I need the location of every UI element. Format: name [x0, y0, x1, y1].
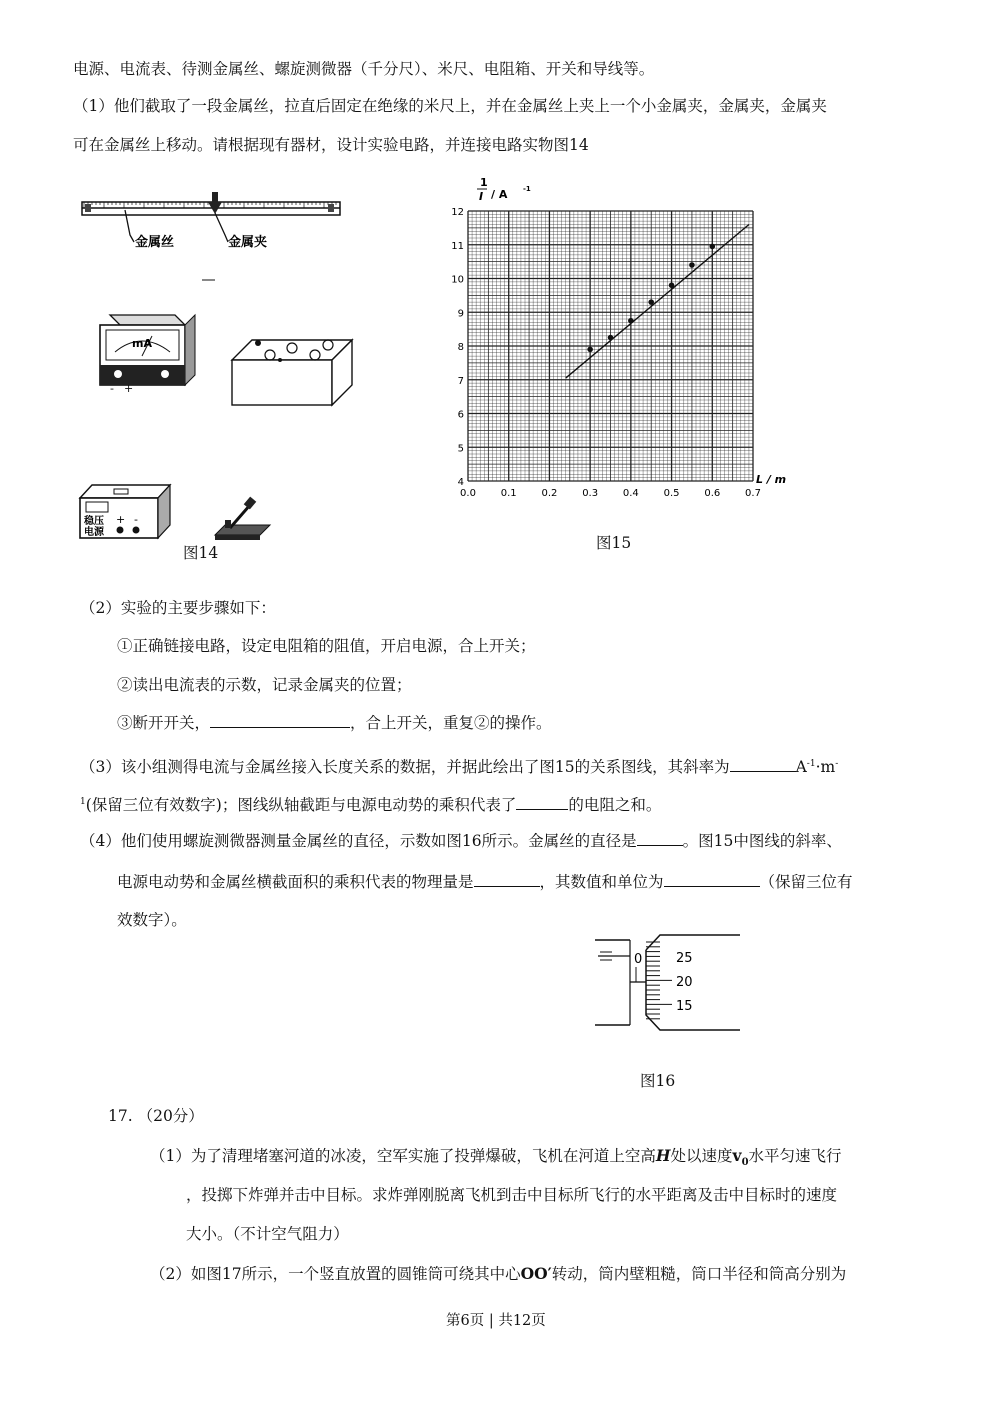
- q1-line2: 可在金属丝上移动。请根据现有器材，设计实验电路，并连接电路实物图14: [73, 136, 589, 154]
- answer-blank-resistance: [516, 795, 568, 810]
- q2-step3: [117, 713, 552, 733]
- answer-blank-step3: [210, 713, 350, 728]
- y-axis-label-exponent: -1: [523, 185, 531, 193]
- answer-blank-diameter: [637, 831, 683, 846]
- q3-unit-a: A: [795, 758, 807, 777]
- q4-line3: 效数字）。: [117, 911, 187, 929]
- q17-symbol-v-sub: 0: [741, 1157, 749, 1169]
- x-tick-label: 0.2: [541, 488, 558, 499]
- q4-line2-suffix: （保留三位有: [759, 873, 853, 891]
- q17-p2-line1: [150, 1264, 846, 1284]
- q3-line2-suffix: 的电阻之和。: [568, 796, 662, 815]
- q3-unit-exp2: -: [835, 759, 839, 769]
- q17-p1-line1: [150, 1146, 842, 1173]
- supply-label-bottom: 电源: [84, 527, 104, 538]
- data-point: [608, 335, 614, 341]
- micrometer-tick-25: 25: [676, 951, 693, 966]
- y-tick-label: 7: [457, 375, 464, 387]
- q17-p2-text-b: 转动，筒内壁粗糙，筒口半径和筒高分别为: [551, 1265, 847, 1283]
- x-tick-label: 0.4: [622, 488, 639, 499]
- y-tick-label: 4: [457, 477, 464, 488]
- answer-blank-value: [664, 872, 760, 887]
- y-axis-label: [477, 176, 531, 203]
- y-tick-label: 12: [451, 207, 464, 218]
- q17-heading: 17. （20分）: [108, 1107, 204, 1125]
- switch-icon: [215, 497, 270, 540]
- y-axis-label-numerator: 1: [480, 176, 488, 189]
- y-tick-label: 6: [457, 409, 464, 421]
- x-axis-label: L / m: [756, 473, 787, 486]
- milliammeter-icon: [100, 315, 195, 395]
- x-tick-label: 0.6: [704, 488, 721, 499]
- data-point: [689, 262, 695, 268]
- q3-line1-text: （3）该小组测得电流与金属丝接入长度关系的数据，并据此绘出了图15的关系图线，其斜率为: [80, 758, 730, 777]
- q2-step2: ②读出电流表的示数，记录金属夹的位置；: [117, 676, 412, 694]
- q17-p1-line3: 大小。（不计空气阻力）: [186, 1225, 349, 1243]
- intro-line: 电源、电流表、待测金属丝、螺旋测微器（千分尺）、米尺、电阻箱、开关和导线等。: [73, 60, 655, 78]
- meter-minus-label: -: [110, 382, 114, 395]
- q1-line1: （1）他们截取了一段金属丝，拉直后固定在绝缘的米尺上，并在金属丝上夹上一个小金属夹，金属夹，金属夹: [73, 97, 827, 115]
- fit-line: [566, 225, 749, 379]
- x-tick-label: 0.1: [500, 488, 517, 499]
- q3-line1: [80, 754, 838, 777]
- q17-p1-line2: ，投掷下炸弹并击中目标。求炸弹刚脱离飞机到击中目标所飞行的水平距离及击中目标时的速度: [186, 1186, 838, 1204]
- q17-symbol-h: H: [655, 1146, 671, 1165]
- q3-unit-exp1: -1: [806, 759, 816, 769]
- figure-14-caption: 图14: [183, 544, 219, 562]
- power-supply-icon: [80, 485, 170, 538]
- y-tick-label: 5: [457, 443, 464, 455]
- y-axis-label-unit: / A: [491, 188, 508, 201]
- micrometer-tick-15: 15: [676, 999, 693, 1014]
- q17-symbol-oo: OO′: [520, 1264, 552, 1283]
- x-tick-label: 0.7: [745, 488, 761, 499]
- figure-15-caption: 图15: [596, 534, 632, 552]
- label-metal-wire: 金属丝: [135, 235, 175, 250]
- data-point: [669, 282, 675, 288]
- q17-p1-text-b: 处以速度: [670, 1147, 733, 1165]
- q3-line2-text: (保留三位有效数字)；图线纵轴截距与电源电动势的乘积代表了: [85, 796, 517, 815]
- y-tick-label: 11: [451, 240, 464, 252]
- label-metal-clip: 金属夹: [228, 235, 268, 250]
- q3-unit-exp3: 1: [80, 797, 86, 807]
- q2-title: （2）实验的主要步骤如下：: [80, 599, 276, 617]
- q3-line2: [80, 792, 661, 815]
- supply-minus-label: -: [134, 513, 138, 526]
- answer-blank-slope: [730, 757, 796, 772]
- y-tick-label: 9: [457, 308, 464, 320]
- q17-symbol-v: v: [732, 1146, 742, 1165]
- q4-line2-mid: ，其数值和单位为: [539, 873, 664, 891]
- q17-p1-text-c: 水平匀速飞行: [748, 1147, 842, 1165]
- q2-step3-prefix: ③断开开关，: [117, 714, 211, 732]
- q4-line1-text: （4）他们使用螺旋测微器测量金属丝的直径，示数如图16所示。金属丝的直径是: [80, 832, 637, 850]
- data-point: [709, 244, 715, 250]
- q4-line1: [80, 831, 842, 851]
- micrometer-tick-20: 20: [676, 975, 693, 990]
- meter-unit-label: mA: [132, 337, 152, 350]
- page-footer: 第6页 | 共12页: [446, 1313, 546, 1329]
- resistance-box-icon: [232, 340, 352, 405]
- q4-line2-text: 电源电动势和金属丝横截面积的乘积代表的物理量是: [117, 873, 474, 891]
- answer-blank-quantity: [474, 872, 540, 887]
- micrometer-zero-label: 0: [634, 952, 643, 967]
- figure-16-caption: 图16: [640, 1072, 676, 1090]
- data-point: [587, 347, 593, 353]
- q2-step3-suffix: ，合上开关，重复②的操作。: [350, 714, 552, 732]
- x-tick-label: 0.0: [460, 488, 476, 499]
- supply-plus-label: +: [116, 513, 126, 526]
- meter-plus-label: +: [124, 382, 134, 395]
- q3-unit-m: ·m: [815, 758, 836, 777]
- q17-p1-text-a: （1）为了清理堵塞河道的冰凌，空军实施了投弹爆破，飞机在河道上空高: [150, 1147, 656, 1165]
- data-point: [648, 299, 654, 305]
- q2-step1: ①正确链接电路，设定电阻箱的阻值，开启电源，合上开关；: [117, 637, 536, 655]
- q17-p2-text-a: （2）如图17所示，一个竖直放置的圆锥筒可绕其中心: [150, 1265, 521, 1283]
- figure-14: [70, 180, 370, 550]
- q4-line2: [117, 872, 853, 892]
- y-tick-label: 10: [451, 274, 464, 286]
- supply-label-top: 稳压: [84, 516, 104, 527]
- figure-16-micrometer: [590, 930, 750, 1035]
- q4-line1-suffix: 。图15中图线的斜率、: [682, 832, 842, 850]
- figure-15-chart: [440, 175, 800, 505]
- data-point: [628, 318, 634, 324]
- x-tick-label: 0.3: [582, 488, 599, 499]
- y-tick-label: 8: [457, 342, 464, 353]
- y-axis-label-denominator: I: [479, 190, 484, 203]
- x-tick-label: 0.5: [663, 488, 680, 499]
